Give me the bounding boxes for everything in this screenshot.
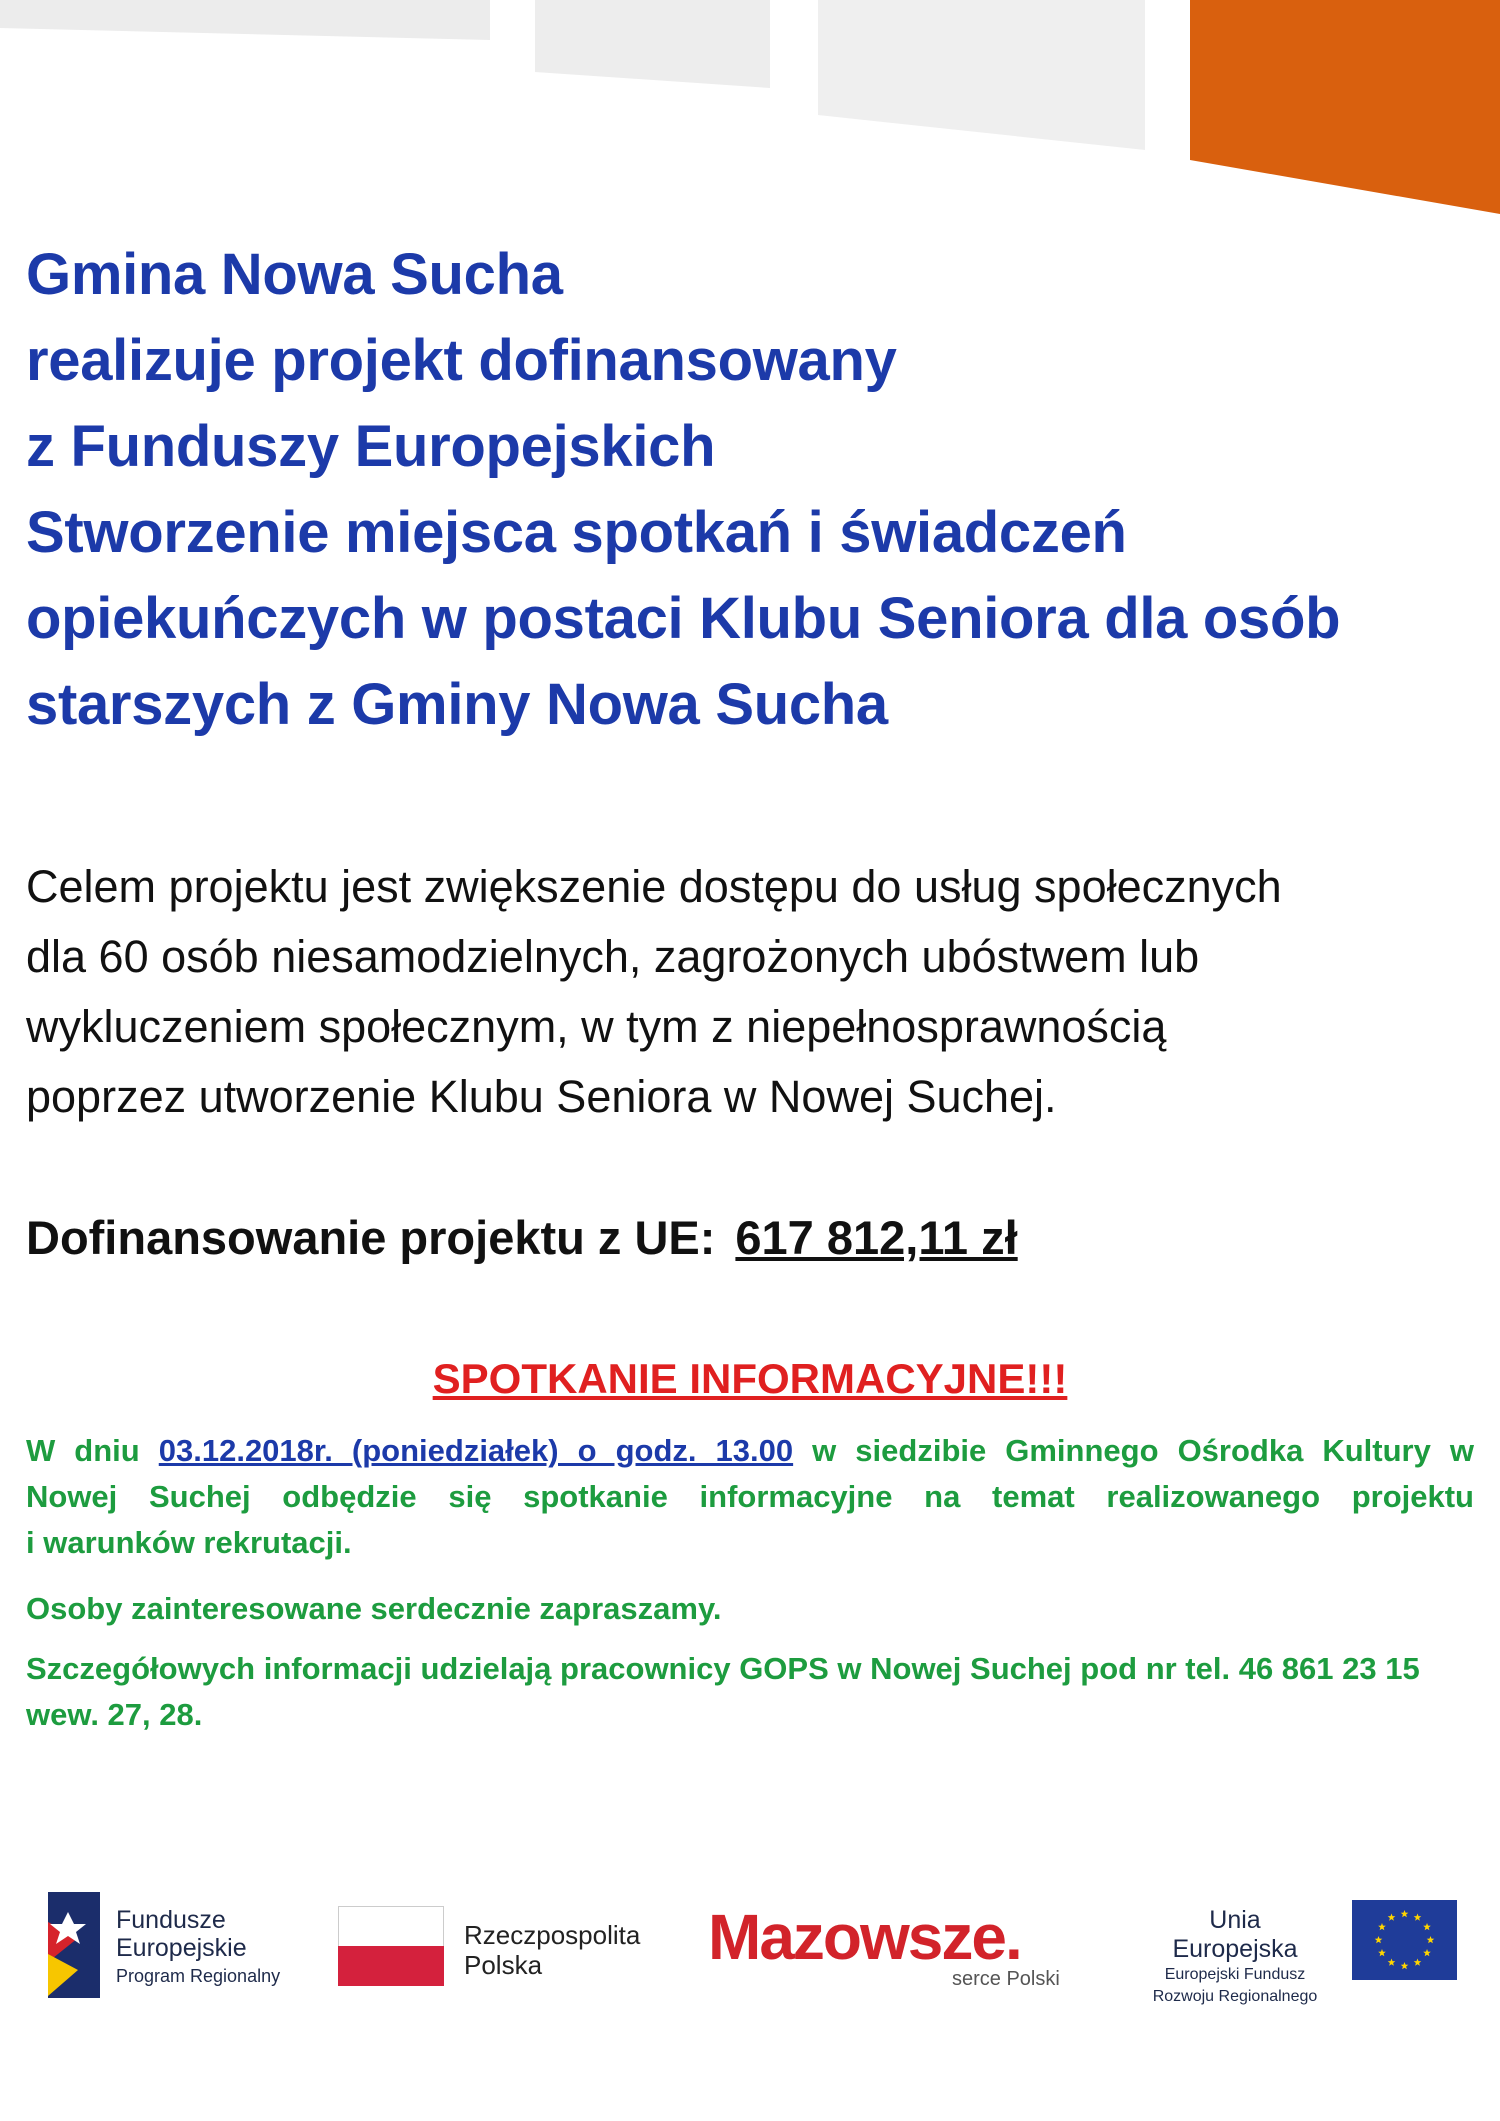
contact-line-2: wew. 27, 28. <box>26 1697 203 1732</box>
contact-line-1: Szczegółowych informacji udzielają pracownicy GOPS w Nowej Suchej pod nr tel. 46 861 23 15 <box>26 1651 1420 1686</box>
mazowsze-logo: Mazowsze. <box>708 1901 1021 1973</box>
rzeczpospolita-polska-text <box>464 1920 640 1980</box>
title-line: Stworzenie miejsca spotkań i świadczeń <box>26 500 1127 565</box>
logo-strip <box>0 1880 1500 2020</box>
ue-line-1: Unia Europejska <box>1172 1906 1298 1963</box>
fe-line-2: Europejskie <box>116 1934 247 1962</box>
funding-amount: 617 812,11 zł <box>735 1211 1018 1264</box>
title-line: starszych z Gminy Nowa Sucha <box>26 672 888 737</box>
mazowsze-tagline: serce Polski <box>952 1968 1060 1990</box>
funding-row <box>26 1210 1466 1265</box>
meeting-details <box>26 1428 1474 1566</box>
meeting-intro: W dniu <box>26 1433 159 1468</box>
fe-line-3: Program Regionalny <box>116 1966 281 1986</box>
goal-line: wykluczeniem społecznym, w tym z niepełnosprawnością <box>26 1001 1167 1052</box>
fundusze-europejskie-logo <box>48 1892 100 1998</box>
header-stripe-1 <box>0 0 490 40</box>
meeting-location: w siedzibie Gminnego Ośrodka Kultury w <box>793 1433 1475 1468</box>
goal-line: dla 60 osób niesamodzielnych, zagrożonych ubóstwem lub <box>26 931 1200 982</box>
project-title <box>26 232 1466 748</box>
fe-line-1: Fundusze <box>116 1906 226 1934</box>
title-line: z Funduszy Europejskich <box>26 414 716 479</box>
title-line: realizuje projekt dofinansowany <box>26 328 897 393</box>
ue-line-2: Europejski Fundusz <box>1164 1966 1306 1983</box>
contact-info <box>26 1646 1474 1738</box>
header-decoration <box>0 0 1500 230</box>
polish-flag-icon <box>338 1906 444 1986</box>
goal-line: Celem projektu jest zwiększenie dostępu do usług społecznych <box>26 861 1282 912</box>
eu-flag-icon <box>1352 1900 1457 1980</box>
meeting-line-3: i warunków rekrutacji. <box>26 1525 352 1560</box>
fundusze-europejskie-text <box>116 1906 280 1990</box>
meeting-line-2: Nowej Suchej odbędzie się spotkanie informacyjne na temat realizowanego projektu <box>26 1479 1474 1514</box>
rp-line-1: Rzeczpospolita <box>464 1920 641 1950</box>
goal-line: poprzez utworzenie Klubu Seniora w Nowej Suchej. <box>26 1071 1057 1122</box>
title-line: opiekuńczych w postaci Klubu Seniora dla osób <box>26 586 1341 651</box>
unia-europejska-text <box>1145 1906 1325 2008</box>
title-line: Gmina Nowa Sucha <box>26 242 563 307</box>
invitation-text: Osoby zainteresowane serdecznie zapraszamy. <box>26 1591 722 1626</box>
funding-label: Dofinansowanie projektu z UE: <box>26 1211 716 1264</box>
meeting-heading: SPOTKANIE INFORMACYJNE!!! <box>432 1355 1068 1402</box>
meeting-date: 03.12.2018r. (poniedziałek) o godz. 13.00 <box>158 1433 794 1468</box>
header-orange-block <box>1190 0 1500 214</box>
ue-line-3: Rozwoju Regionalnego <box>1152 1988 1318 2005</box>
project-goal <box>26 852 1466 1132</box>
header-stripe-2 <box>535 0 770 88</box>
meeting-line-1 <box>26 1428 1474 1474</box>
rp-line-2: Polska <box>464 1950 543 1980</box>
header-stripe-3 <box>818 0 1145 150</box>
